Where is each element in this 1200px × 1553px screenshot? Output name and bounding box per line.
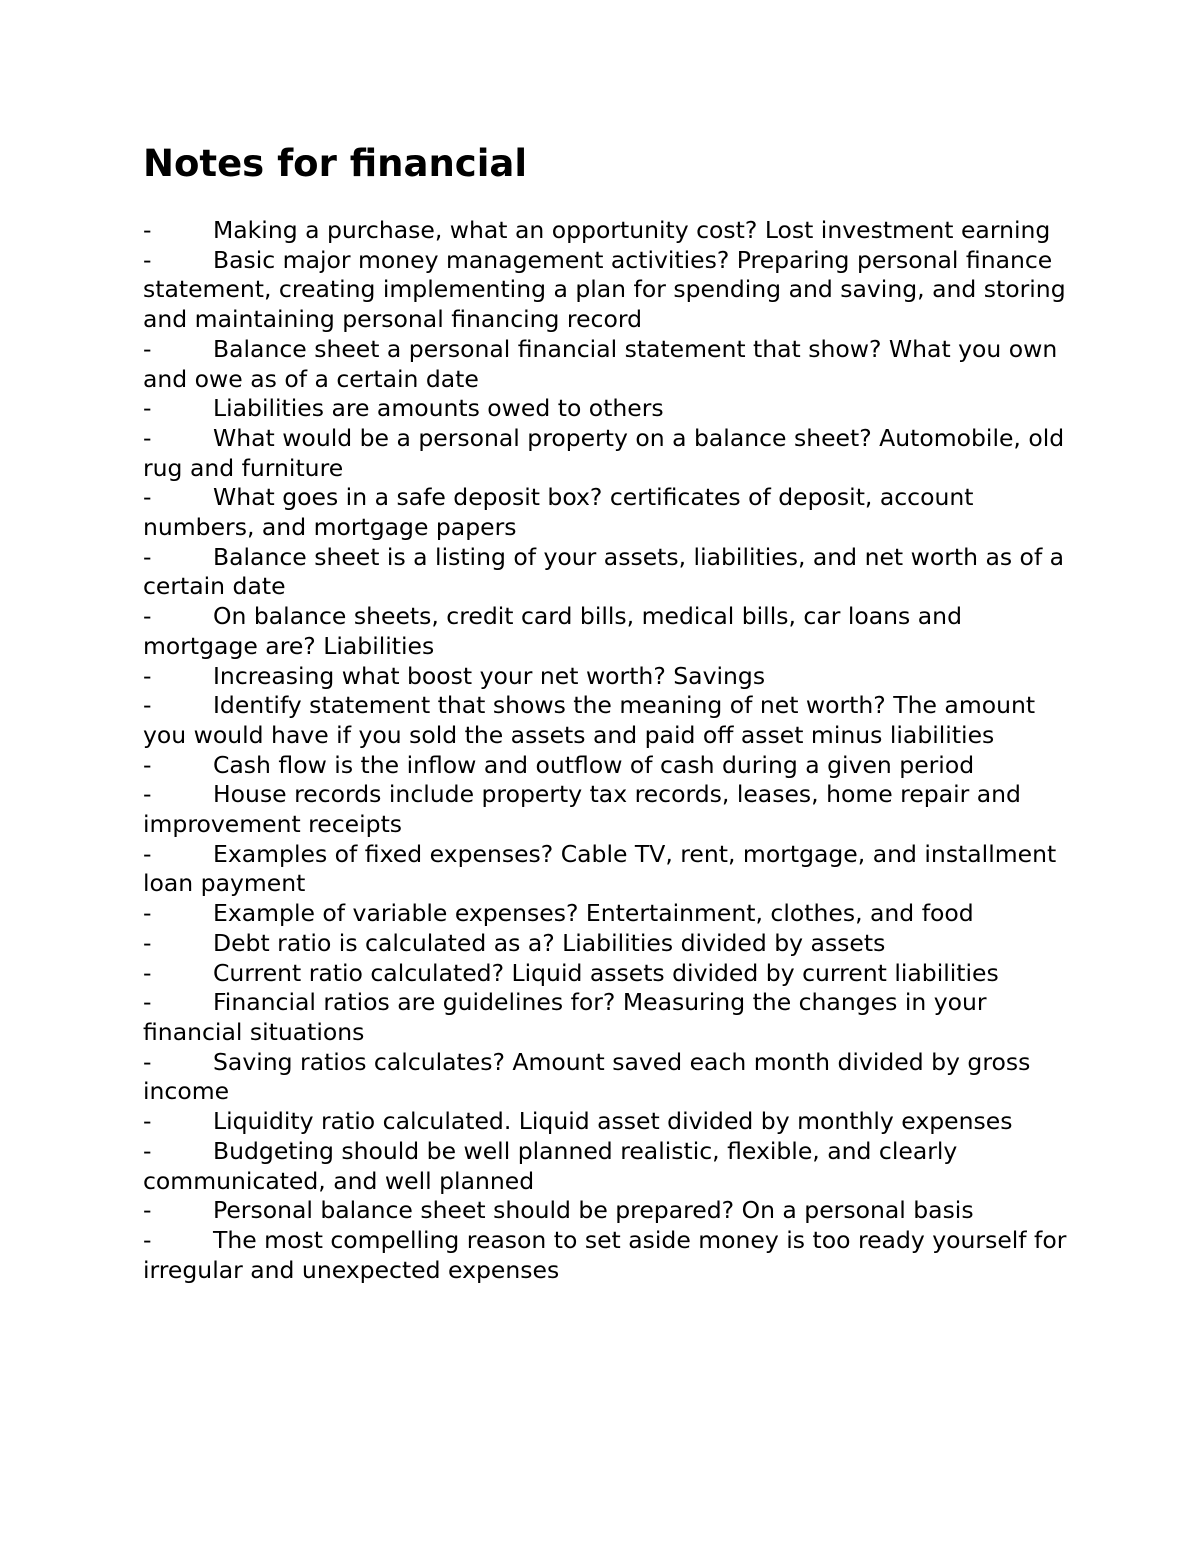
note-item (143, 394, 1073, 424)
note-item (143, 780, 1073, 839)
note-item (143, 1137, 1073, 1196)
note-item (143, 691, 1073, 750)
note-item (143, 1107, 1073, 1137)
note-item (143, 602, 1073, 661)
bullet-dash: - (143, 334, 152, 363)
note-item (143, 335, 1073, 394)
bullet-dash: - (143, 988, 152, 1017)
bullet-dash: - (143, 958, 152, 987)
note-text: On balance sheets, credit card bills, medical bills, car loans and mortgage are? Liabilities (143, 602, 962, 660)
note-text: Making a purchase, what an opportunity cost? Lost investment earning (213, 216, 1051, 244)
bullet-dash: - (143, 245, 152, 274)
bullet-dash: - (143, 928, 152, 957)
note-text: The most compelling reason to set aside money is too ready yourself for irregular and unexpected expenses (143, 1225, 1067, 1284)
note-text: Increasing what boost your net worth? Savings (213, 661, 766, 690)
note-text: Personal balance sheet should be prepared? On a personal basis (213, 1196, 974, 1225)
bullet-dash: - (143, 1196, 152, 1225)
note-item (143, 246, 1073, 335)
note-item (143, 216, 1073, 246)
bullet-dash: - (143, 691, 152, 720)
note-text: Balance sheet is a listing of your assets, liabilities, and net worth as of a certain date (143, 542, 1065, 601)
note-text: Identify statement that shows the meaning of net worth? The amount you would have if you sold the assets and paid off asset minus liabilities (143, 691, 1036, 749)
note-text: Balance sheet a personal financial statement that show? What you own and owe as of a certain date (143, 334, 1058, 393)
note-text: Cash flow is the inflow and outflow of cash during a given period (213, 750, 975, 779)
note-text: Liquidity ratio calculated. Liquid asset divided by monthly expenses (213, 1107, 1013, 1136)
note-text: What goes in a safe deposit box? certificates of deposit, account numbers, and mortgage papers (143, 483, 974, 542)
note-item (143, 959, 1073, 989)
bullet-dash: - (143, 423, 152, 452)
bullet-dash: - (143, 1136, 152, 1165)
note-text: House records include property tax records, leases, home repair and improvement receipts (143, 780, 1021, 839)
bullet-dash: - (143, 1225, 152, 1254)
note-text: Current ratio calculated? Liquid assets divided by current liabilities (213, 958, 999, 987)
note-text: Budgeting should be well planned realistic, flexible, and clearly communicated, and well planned (143, 1136, 958, 1195)
note-item (143, 929, 1073, 959)
bullet-dash: - (143, 839, 152, 868)
note-item (143, 840, 1073, 899)
note-item (143, 1196, 1073, 1226)
note-item (143, 1048, 1073, 1107)
bullet-dash: - (143, 661, 152, 690)
note-text: Debt ratio is calculated as a? Liabilities divided by assets (213, 928, 886, 957)
notes-list (143, 216, 1073, 1285)
bullet-dash: - (143, 602, 152, 631)
bullet-dash: - (143, 1047, 152, 1076)
note-item (143, 424, 1073, 483)
bullet-dash: - (143, 780, 152, 809)
note-text: Liabilities are amounts owed to others (213, 394, 664, 423)
note-text: Saving ratios calculates? Amount saved each month divided by gross income (143, 1047, 1031, 1106)
note-item (143, 662, 1073, 692)
note-item (143, 899, 1073, 929)
note-text: Example of variable expenses? Entertainment, clothes, and food (213, 899, 974, 928)
bullet-dash: - (143, 750, 152, 779)
note-item (143, 1226, 1073, 1285)
note-item (143, 483, 1073, 542)
note-text: Financial ratios are guidelines for? Measuring the changes in your financial situations (143, 988, 987, 1046)
note-item (143, 751, 1073, 781)
note-item (143, 988, 1073, 1047)
bullet-dash: - (143, 483, 152, 512)
document-title: Notes for financial (143, 142, 528, 185)
note-text: What would be a personal property on a balance sheet? Automobile, old rug and furniture (143, 423, 1065, 482)
note-item (143, 543, 1073, 602)
note-text: Examples of fixed expenses? Cable TV, rent, mortgage, and installment loan payment (143, 839, 1057, 898)
bullet-dash: - (143, 1107, 152, 1136)
bullet-dash: - (143, 394, 152, 423)
bullet-dash: - (143, 899, 152, 928)
bullet-dash: - (143, 216, 152, 244)
note-text: Basic major money management activities? Preparing personal finance statement, creating implementing a plan for spending and saving, and storing and maintaining personal financing record (143, 245, 1066, 334)
bullet-dash: - (143, 542, 152, 571)
